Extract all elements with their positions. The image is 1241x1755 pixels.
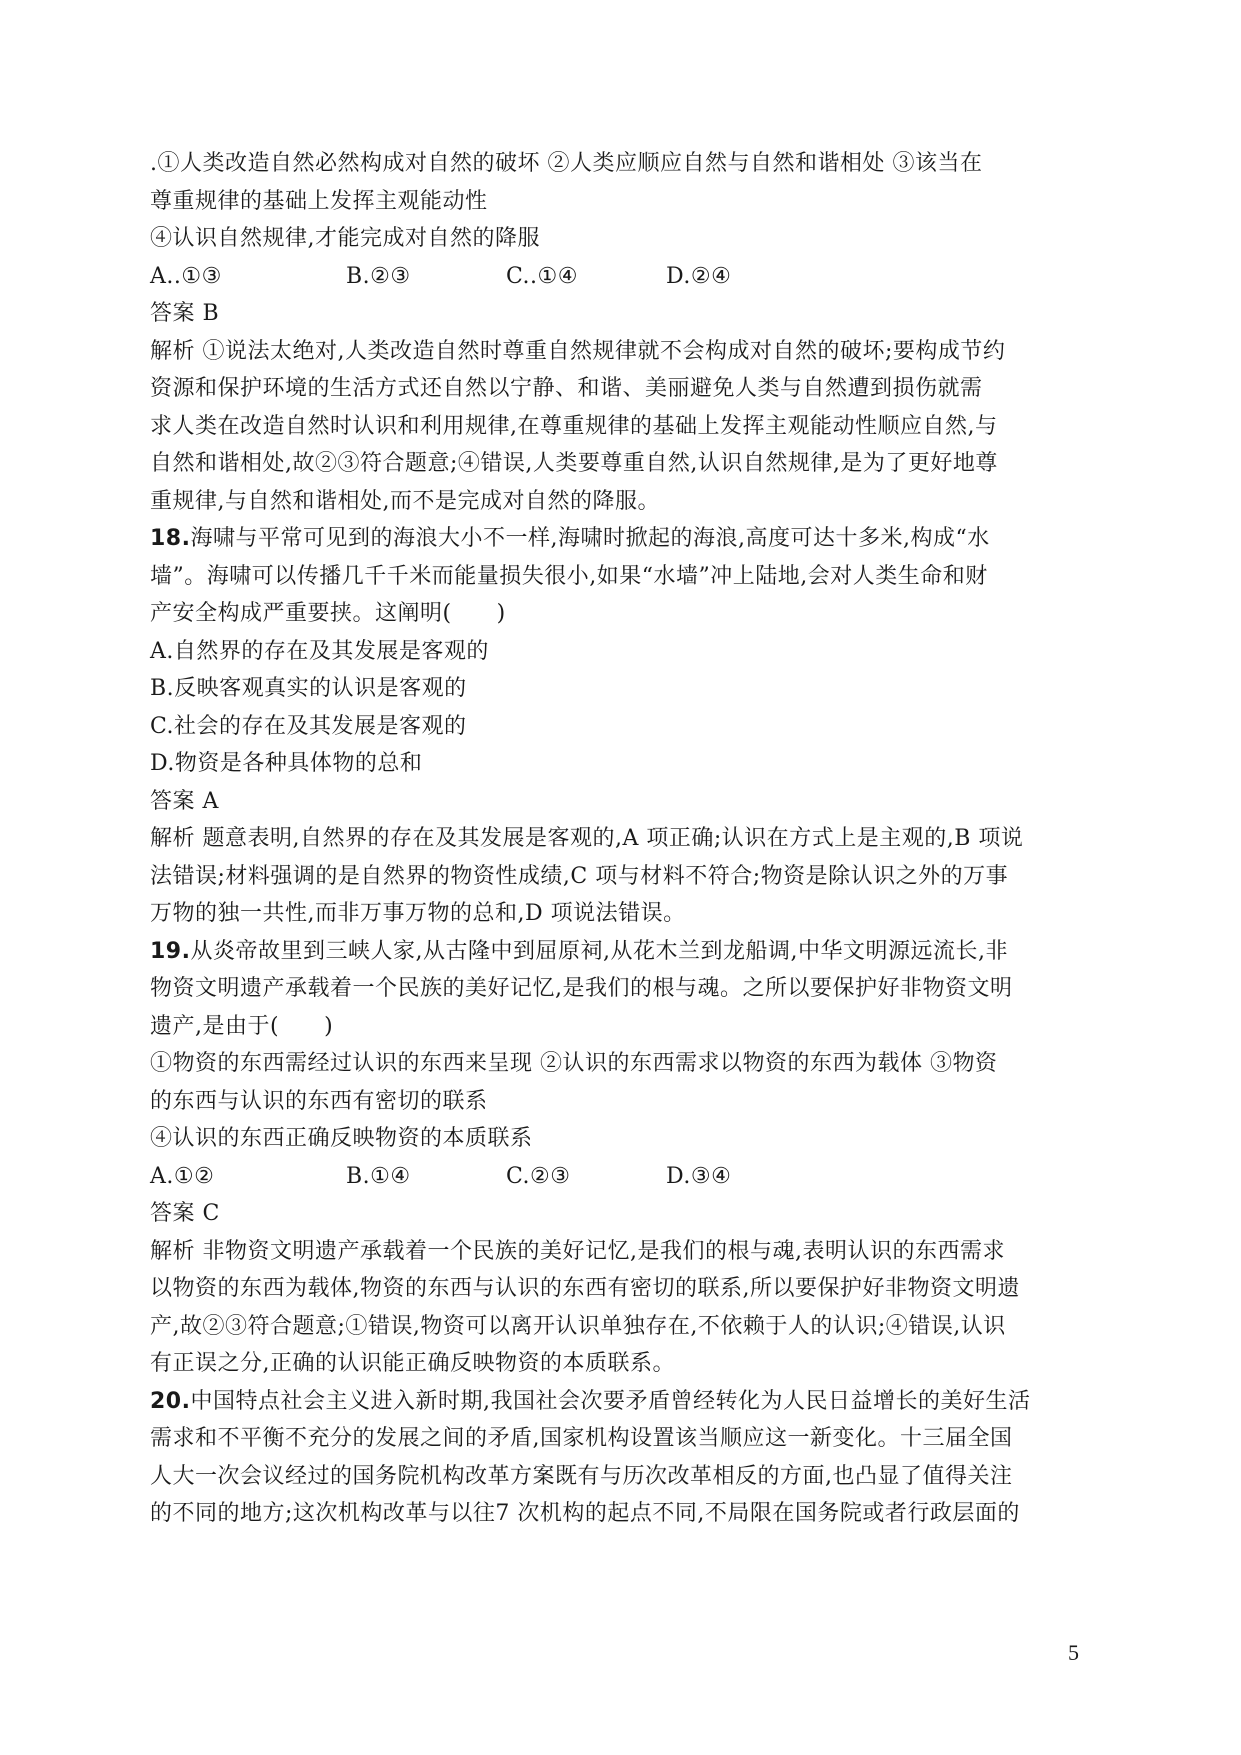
q18-analysis-line-3: 万物的独一共性,而非万事万物的总和,D 项说法错误。 (150, 901, 686, 926)
q19-option-a: A.①② (150, 1163, 215, 1189)
page-number: 5 (1068, 1640, 1079, 1665)
q17-analysis-line-4: 自然和谐相处,故②③符合题意;④错误,人类要尊重自然,认识自然规律,是为了更好地尊 (150, 451, 998, 476)
q19-answer: 答案 C (150, 1201, 220, 1226)
q17-analysis-line-1: 解析 ①说法太绝对,人类改造自然时尊重自然规律就不会构成对自然的破坏;要构成节约 (150, 338, 1006, 364)
q20-stem-line-2: 需求和不平衡不充分的发展之间的矛盾,国家机构设置该当顺应这一新变化。十三届全国 (150, 1426, 1013, 1451)
q18-stem-line-2: 墙”。海啸可以传播几千千米而能量损失很小,如果“水墙”冲上陆地,会对人类生命和财 (150, 563, 988, 589)
q17-stem-line-2: 尊重规律的基础上发挥主观能动性 (150, 188, 488, 214)
q18-option-d: D.物资是各种具体物的总和 (150, 751, 423, 776)
q18-number: 18. (150, 526, 191, 551)
q17-option-c: C..①④ (506, 263, 578, 289)
q20-stem-text-1: 中国特点社会主义进入新时期,我国社会次要矛盾曾经转化为人民日益增长的美好生活 (190, 1388, 1031, 1414)
q19-analysis-line-4: 有正误之分,正确的认识能正确反映物资的本质联系。 (150, 1351, 675, 1376)
document-body (150, 145, 1100, 1533)
q17-analysis-line-2: 资源和保护环境的生活方式还自然以宁静、和谐、美丽避免人类与自然遭到损伤就需 (150, 376, 983, 401)
q17-option-b: B.②③ (346, 263, 411, 289)
q17-option-a: A..①③ (150, 263, 222, 289)
q19-number: 19. (150, 938, 191, 964)
q19-option-d: D.③④ (666, 1163, 732, 1189)
q19-stem-text-1: 从炎帝故里到三峡人家,从古隆中到屈原祠,从花木兰到龙船调,中华文明源远流长,非 (190, 938, 1008, 964)
q18-option-a: A.自然界的存在及其发展是客观的 (150, 638, 489, 664)
q17-option-d: D.②④ (666, 263, 732, 289)
q17-analysis-line-5: 重规律,与自然和谐相处,而不是完成对自然的降服。 (150, 488, 660, 514)
q17-stem-line-3: ④认识自然规律,才能完成对自然的降服 (150, 226, 540, 251)
q18-stem-line-1 (150, 520, 1100, 558)
q20-stem-line-4: 的不同的地方;这次机构改革与以往7 次机构的起点不同,不局限在国务院或者行政层面的 (150, 1501, 1020, 1526)
q17-answer: 答案 B (150, 301, 220, 326)
q18-analysis-line-2: 法错误;材料强调的是自然界的物资性成绩,C 项与材料不符合;物资是除认识之外的万事 (150, 863, 1009, 889)
q20-number: 20. (150, 1388, 191, 1414)
q19-analysis-line-3: 产,故②③符合题意;①错误,物资可以离开认识单独存在,不依赖于人的认识;④错误,认识 (150, 1313, 1006, 1339)
q19-stem-line-4: ①物资的东西需经过认识的东西来呈现 ②认识的东西需求以物资的东西为载体 ③物资 (150, 1051, 998, 1076)
q20-stem-line-1 (150, 1383, 1100, 1421)
q18-stem-line-3: 产安全构成严重要挟。这阐明( ) (150, 601, 506, 626)
q19-stem-line-3: 遗产,是由于( ) (150, 1013, 334, 1039)
q18-answer: 答案 A (150, 788, 219, 814)
q19-analysis-line-1: 解析 非物资文明遗产承载着一个民族的美好记忆,是我们的根与魂,表明认识的东西需求 (150, 1238, 1005, 1264)
q19-option-b: B.①④ (346, 1163, 411, 1189)
q19-options (150, 1158, 1100, 1196)
q19-analysis-line-2: 以物资的东西为载体,物资的东西与认识的东西有密切的联系,所以要保护好非物资文明遗 (150, 1276, 1020, 1301)
q19-stem-line-2: 物资文明遗产承载着一个民族的美好记忆,是我们的根与魂。之所以要保护好非物资文明 (150, 976, 1013, 1001)
q17-options (150, 258, 1100, 296)
q17-analysis-line-3: 求人类在改造自然时认识和利用规律,在尊重规律的基础上发挥主观能动性顺应自然,与 (150, 413, 998, 439)
q19-stem-line-6: ④认识的东西正确反映物资的本质联系 (150, 1126, 533, 1151)
q18-analysis-line-1: 解析 题意表明,自然界的存在及其发展是客观的,A 项正确;认识在方式上是主观的,B 项说 (150, 826, 1024, 851)
q18-option-b: B.反映客观真实的认识是客观的 (150, 676, 467, 701)
q19-option-c: C.②③ (506, 1163, 571, 1189)
q19-stem-line-5: 的东西与认识的东西有密切的联系 (150, 1088, 488, 1114)
q20-stem-line-3: 人大一次会议经过的国务院机构改革方案既有与历次改革相反的方面,也凸显了值得关注 (150, 1463, 1013, 1489)
q18-option-c: C.社会的存在及其发展是客观的 (150, 713, 467, 739)
q18-stem-text-1: 海啸与平常可见到的海浪大小不一样,海啸时掀起的海浪,高度可达十多米,构成“水 (190, 526, 990, 551)
q17-stem-line-1: .①人类改造自然必然构成对自然的破坏 ②人类应顺应自然与自然和谐相处 ③该当在 (150, 151, 983, 176)
q19-stem-line-1 (150, 933, 1100, 971)
